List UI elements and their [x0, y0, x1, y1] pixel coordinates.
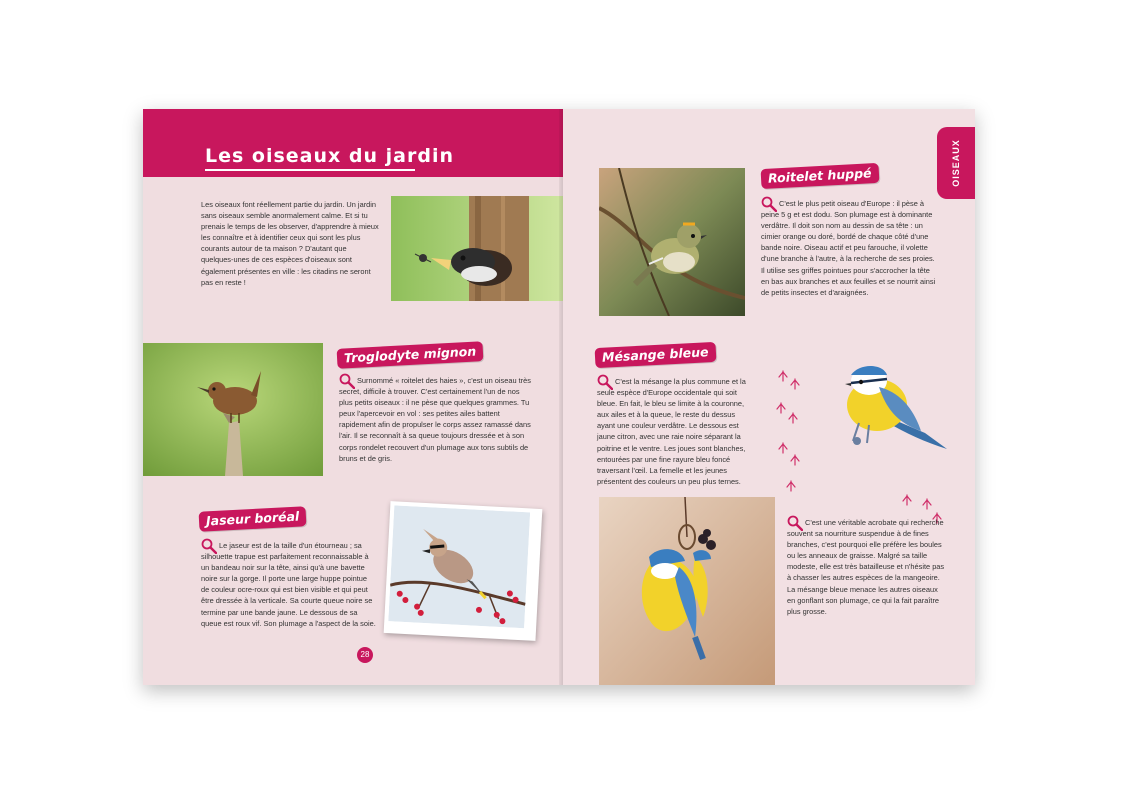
roitelet-text: C'est le plus petit oiseau d'Europe : il pèse à peine 5 g et est dodu. Son plumage est à dominante verdâtre. Il doit son nom au dessin de sa tête : un cimier orange ou doré, bordé de chaque côté d'une bande noire. Oiseau actif et peu farouche, il volette d'une branche à l'autre, à la recherche de ses proies. Il utilise ses griffes pointues pour s'accrocher la tête en bas aux branches et aux feuilles et se nourrit ainsi de petits insectes et d'araignées. — [761, 199, 936, 297]
heading-troglodyte: Troglodyte mignon — [337, 341, 484, 369]
page-number: 28 — [357, 647, 373, 663]
troglodyte-text: Surnommé « roitelet des haies », c'est un oiseau très secret, difficile à trouver. C'est certainement l'un de nos plus petits oiseaux : il ne pèse que quelques grammes. Tu peux l'apercevoir en vol : ses petites ailes battent rapidement afin de propulser le corps assez ramassé dans l'air. Il se reconnaît à sa queue toujours dressée et à son corps rondelet recouvert d'un plumage aux tons subtils de bruns et de gris. — [339, 376, 531, 463]
acrobate-text: C'est une véritable acrobate qui recherche souvent sa nourriture suspendue à de fines branches, c'est pourquoi elle préfère les boules ou les anneaux de graisse. Malgré sa taille modeste, elle est très batailleuse et n'hésite pas à chasser les autres espèces de la mangeoire. La mésange bleue menace les autres oiseaux en gonflant son plumage, ce qui la fait paraître plus grosse. — [787, 518, 945, 616]
heading-roitelet: Roitelet huppé — [761, 163, 879, 189]
wren-photo — [143, 343, 323, 476]
heading-jaseur: Jaseur boréal — [199, 506, 307, 532]
jaseur-text: Le jaseur est de la taille d'un étourneau ; sa silhouette trapue est parfaitement reconnaissable à un bandeau noir sur la tête, ainsi qu'à une bavette noire sur la gorge. Il porte une large huppe pointue de couleur ocre-roux qui est bien visible et qui peut être dressée à la verticale. Sa courte queue noire se termine par une bande jaune. Le dessous de sa queue est roux vif. Son plumage a l'aspect de la soie. — [201, 541, 376, 628]
title-underline — [205, 169, 415, 171]
right-page — [563, 109, 975, 685]
mesange-text: C'est la mésange la plus commune et la seule espèce d'Europe occidentale qui soit bleue. En fait, le bleu se limite à la couronne, aux ailes et à la queue, le reste du dessus ayant une couleur verdâtre. Le dessous est jaune citron, avec une raie noire séparant la poitrine et le ventre. Les joues sont blanches, entourées par une fine rayure bleu foncé traversant l'œil. La femelle et les jeunes présentent des couleurs un peu plus ternes. — [597, 377, 746, 486]
left-page — [143, 109, 563, 685]
page-title: Les oiseaux du jardin — [205, 145, 454, 167]
intro-text: Les oiseaux font réellement partie du jardin. Un jardin sans oiseaux semble anormalement calme. Et si tu prenais le temps de les observer, d'apprendre à mieux les connaître et à identifier ceux qui sont les plus courants autour de ta maison ? D'autant que quelques-unes de ces espèces d'oiseaux sont également présentes en ville : les citadins ne seront pas en reste ! — [201, 200, 379, 287]
title-bar — [143, 109, 563, 177]
waxwing-photo — [384, 501, 543, 641]
heading-mesange: Mésange bleue — [595, 342, 716, 368]
nestbox-bird-photo — [391, 196, 563, 301]
goldcrest-photo — [599, 168, 745, 316]
section-tab — [937, 127, 975, 199]
bird-tracks-icon — [773, 369, 953, 529]
hanging-blue-tit-photo — [599, 497, 775, 685]
section-tab-label: OISEAUX — [951, 139, 961, 187]
book-spread — [143, 109, 975, 685]
